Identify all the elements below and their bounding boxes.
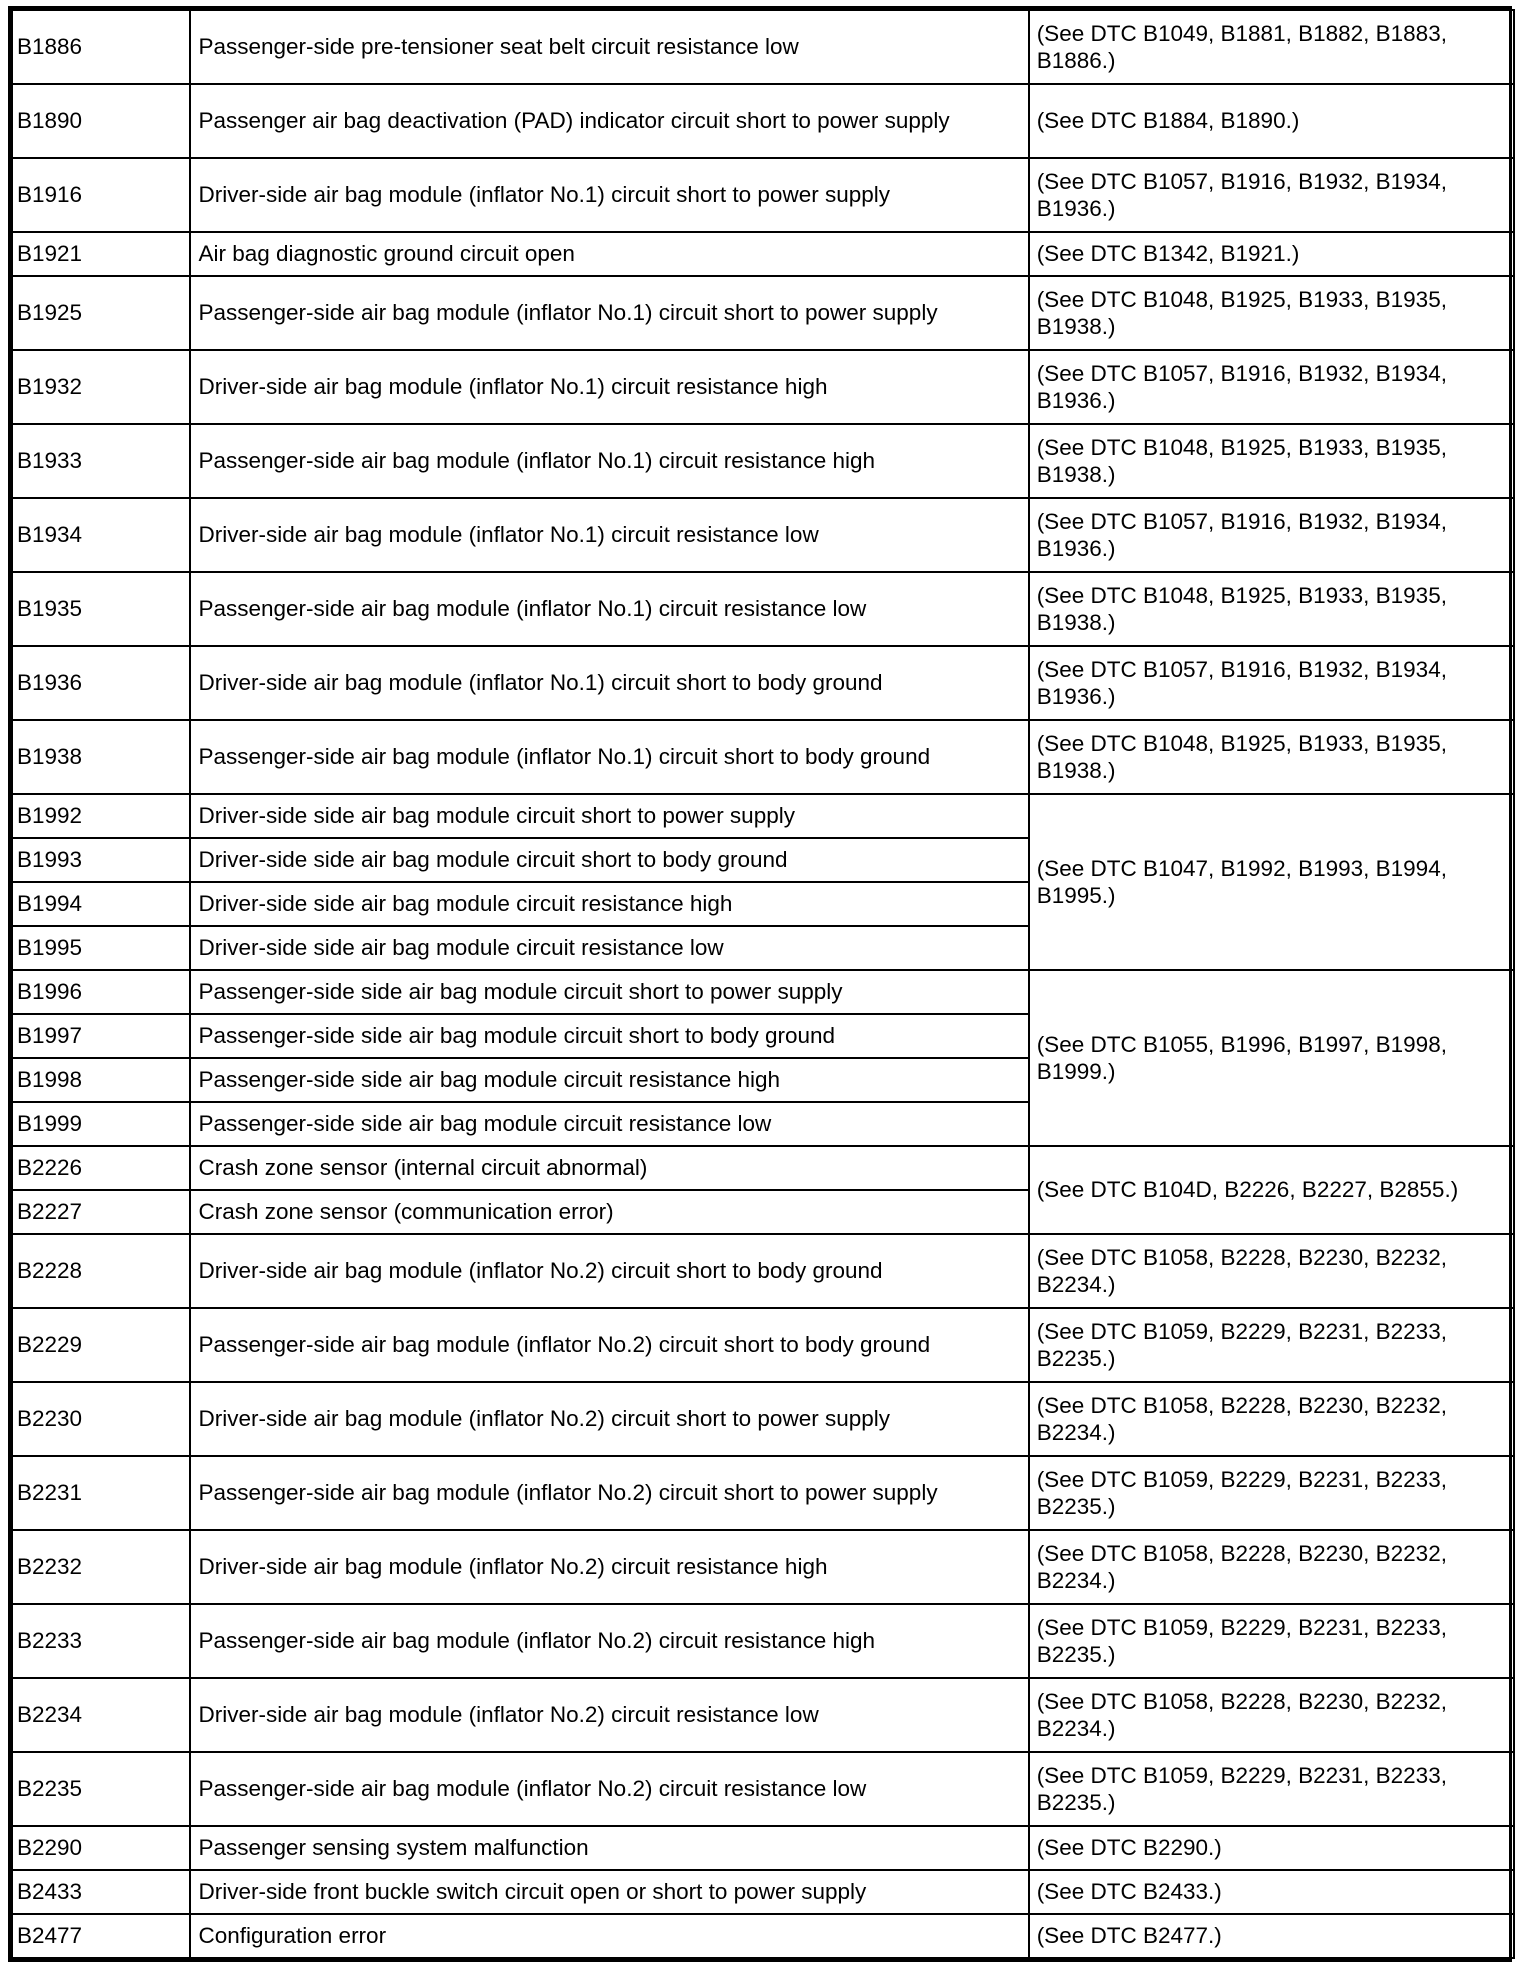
- table-row: [12, 1308, 1514, 1382]
- dtc-code-cell: B2227: [12, 1190, 190, 1234]
- dtc-description-cell: Passenger-side air bag module (inflator No.2) circuit resistance low: [190, 1752, 1028, 1826]
- table-row: [12, 232, 1514, 276]
- dtc-reference-cell: (See DTC B2290.): [1029, 1826, 1514, 1870]
- dtc-code-cell: B1925: [12, 276, 190, 350]
- dtc-code-cell: B1994: [12, 882, 190, 926]
- dtc-code-cell: B1993: [12, 838, 190, 882]
- dtc-reference-cell: (See DTC B1048, B1925, B1933, B1935, B1938.): [1029, 424, 1514, 498]
- dtc-description-cell: Driver-side air bag module (inflator No.1) circuit resistance low: [190, 498, 1028, 572]
- dtc-description-cell: Passenger-side air bag module (inflator No.2) circuit resistance high: [190, 1604, 1028, 1678]
- dtc-code-cell: B2433: [12, 1870, 190, 1914]
- dtc-reference-cell: (See DTC B2433.): [1029, 1870, 1514, 1914]
- dtc-description-cell: Driver-side side air bag module circuit short to power supply: [190, 794, 1028, 838]
- table-row: [12, 424, 1514, 498]
- dtc-description-cell: Driver-side air bag module (inflator No.2) circuit resistance low: [190, 1678, 1028, 1752]
- dtc-reference-cell: (See DTC B1058, B2228, B2230, B2232, B2234.): [1029, 1234, 1514, 1308]
- dtc-code-cell: B2230: [12, 1382, 190, 1456]
- dtc-reference-cell: (See DTC B1048, B1925, B1933, B1935, B1938.): [1029, 572, 1514, 646]
- dtc-description-cell: Driver-side air bag module (inflator No.2) circuit short to power supply: [190, 1382, 1028, 1456]
- table-row: [12, 1870, 1514, 1914]
- dtc-description-cell: Passenger-side air bag module (inflator No.1) circuit resistance high: [190, 424, 1028, 498]
- dtc-reference-cell: (See DTC B1055, B1996, B1997, B1998, B1999.): [1029, 970, 1514, 1146]
- table-row: [12, 572, 1514, 646]
- dtc-reference-cell: (See DTC B1059, B2229, B2231, B2233, B2235.): [1029, 1752, 1514, 1826]
- dtc-reference-cell: (See DTC B104D, B2226, B2227, B2855.): [1029, 1146, 1514, 1234]
- dtc-table: [11, 9, 1515, 1959]
- dtc-description-cell: Driver-side air bag module (inflator No.1) circuit short to power supply: [190, 158, 1028, 232]
- dtc-table-body: [12, 10, 1514, 1958]
- dtc-code-cell: B1997: [12, 1014, 190, 1058]
- table-row: [12, 646, 1514, 720]
- dtc-code-cell: B2228: [12, 1234, 190, 1308]
- dtc-description-cell: Passenger-side air bag module (inflator No.1) circuit resistance low: [190, 572, 1028, 646]
- dtc-code-cell: B1996: [12, 970, 190, 1014]
- dtc-reference-cell: (See DTC B1884, B1890.): [1029, 84, 1514, 158]
- table-row: [12, 1752, 1514, 1826]
- dtc-code-cell: B2229: [12, 1308, 190, 1382]
- dtc-reference-cell: (See DTC B1342, B1921.): [1029, 232, 1514, 276]
- dtc-code-cell: B1890: [12, 84, 190, 158]
- dtc-code-cell: B1998: [12, 1058, 190, 1102]
- dtc-description-cell: Passenger-side side air bag module circuit short to power supply: [190, 970, 1028, 1014]
- table-row: [12, 1456, 1514, 1530]
- table-row: [12, 720, 1514, 794]
- table-row: [12, 1146, 1514, 1190]
- table-row: [12, 1678, 1514, 1752]
- dtc-table-frame: [8, 6, 1512, 1962]
- dtc-description-cell: Passenger sensing system malfunction: [190, 1826, 1028, 1870]
- dtc-code-cell: B1992: [12, 794, 190, 838]
- table-row: [12, 1604, 1514, 1678]
- dtc-reference-cell: (See DTC B1048, B1925, B1933, B1935, B1938.): [1029, 276, 1514, 350]
- dtc-code-cell: B1933: [12, 424, 190, 498]
- dtc-code-cell: B1916: [12, 158, 190, 232]
- dtc-description-cell: Driver-side side air bag module circuit short to body ground: [190, 838, 1028, 882]
- dtc-description-cell: Driver-side side air bag module circuit resistance low: [190, 926, 1028, 970]
- table-row: [12, 10, 1514, 84]
- dtc-code-cell: B1935: [12, 572, 190, 646]
- dtc-reference-cell: (See DTC B1048, B1925, B1933, B1935, B1938.): [1029, 720, 1514, 794]
- dtc-reference-cell: (See DTC B2477.): [1029, 1914, 1514, 1958]
- dtc-description-cell: Configuration error: [190, 1914, 1028, 1958]
- table-row: [12, 970, 1514, 1014]
- table-row: [12, 1826, 1514, 1870]
- dtc-code-cell: B1995: [12, 926, 190, 970]
- table-row: [12, 1382, 1514, 1456]
- dtc-reference-cell: (See DTC B1057, B1916, B1932, B1934, B1936.): [1029, 646, 1514, 720]
- dtc-reference-cell: (See DTC B1058, B2228, B2230, B2232, B2234.): [1029, 1530, 1514, 1604]
- dtc-code-cell: B2232: [12, 1530, 190, 1604]
- dtc-code-cell: B1936: [12, 646, 190, 720]
- table-row: [12, 276, 1514, 350]
- dtc-code-cell: B2477: [12, 1914, 190, 1958]
- dtc-reference-cell: (See DTC B1047, B1992, B1993, B1994, B1995.): [1029, 794, 1514, 970]
- dtc-description-cell: Driver-side air bag module (inflator No.1) circuit resistance high: [190, 350, 1028, 424]
- dtc-description-cell: Passenger-side side air bag module circuit resistance low: [190, 1102, 1028, 1146]
- dtc-reference-cell: (See DTC B1059, B2229, B2231, B2233, B2235.): [1029, 1456, 1514, 1530]
- dtc-description-cell: Driver-side side air bag module circuit resistance high: [190, 882, 1028, 926]
- dtc-description-cell: Passenger-side pre-tensioner seat belt circuit resistance low: [190, 10, 1028, 84]
- table-row: [12, 1530, 1514, 1604]
- dtc-code-cell: B2235: [12, 1752, 190, 1826]
- dtc-reference-cell: (See DTC B1057, B1916, B1932, B1934, B1936.): [1029, 350, 1514, 424]
- dtc-code-cell: B1921: [12, 232, 190, 276]
- table-row: [12, 350, 1514, 424]
- dtc-description-cell: Driver-side air bag module (inflator No.2) circuit short to body ground: [190, 1234, 1028, 1308]
- dtc-code-cell: B2231: [12, 1456, 190, 1530]
- dtc-code-cell: B2290: [12, 1826, 190, 1870]
- table-row: [12, 158, 1514, 232]
- dtc-description-cell: Driver-side front buckle switch circuit open or short to power supply: [190, 1870, 1028, 1914]
- dtc-reference-cell: (See DTC B1049, B1881, B1882, B1883, B1886.): [1029, 10, 1514, 84]
- dtc-description-cell: Passenger air bag deactivation (PAD) indicator circuit short to power supply: [190, 84, 1028, 158]
- table-row: [12, 1914, 1514, 1958]
- dtc-reference-cell: (See DTC B1058, B2228, B2230, B2232, B2234.): [1029, 1678, 1514, 1752]
- dtc-reference-cell: (See DTC B1058, B2228, B2230, B2232, B2234.): [1029, 1382, 1514, 1456]
- dtc-description-cell: Passenger-side side air bag module circuit resistance high: [190, 1058, 1028, 1102]
- table-row: [12, 794, 1514, 838]
- table-row: [12, 84, 1514, 158]
- dtc-description-cell: Driver-side air bag module (inflator No.1) circuit short to body ground: [190, 646, 1028, 720]
- dtc-reference-cell: (See DTC B1059, B2229, B2231, B2233, B2235.): [1029, 1308, 1514, 1382]
- dtc-reference-cell: (See DTC B1057, B1916, B1932, B1934, B1936.): [1029, 158, 1514, 232]
- dtc-description-cell: Passenger-side side air bag module circuit short to body ground: [190, 1014, 1028, 1058]
- dtc-code-cell: B1938: [12, 720, 190, 794]
- dtc-code-cell: B1886: [12, 10, 190, 84]
- dtc-description-cell: Passenger-side air bag module (inflator No.2) circuit short to body ground: [190, 1308, 1028, 1382]
- dtc-code-cell: B2233: [12, 1604, 190, 1678]
- dtc-code-cell: B2226: [12, 1146, 190, 1190]
- dtc-description-cell: Crash zone sensor (communication error): [190, 1190, 1028, 1234]
- dtc-code-cell: B2234: [12, 1678, 190, 1752]
- dtc-reference-cell: (See DTC B1057, B1916, B1932, B1934, B1936.): [1029, 498, 1514, 572]
- dtc-description-cell: Crash zone sensor (internal circuit abnormal): [190, 1146, 1028, 1190]
- dtc-code-cell: B1934: [12, 498, 190, 572]
- dtc-description-cell: Passenger-side air bag module (inflator No.1) circuit short to body ground: [190, 720, 1028, 794]
- dtc-reference-cell: (See DTC B1059, B2229, B2231, B2233, B2235.): [1029, 1604, 1514, 1678]
- dtc-description-cell: Passenger-side air bag module (inflator No.2) circuit short to power supply: [190, 1456, 1028, 1530]
- dtc-code-cell: B1999: [12, 1102, 190, 1146]
- dtc-description-cell: Air bag diagnostic ground circuit open: [190, 232, 1028, 276]
- dtc-code-cell: B1932: [12, 350, 190, 424]
- table-row: [12, 498, 1514, 572]
- dtc-description-cell: Driver-side air bag module (inflator No.2) circuit resistance high: [190, 1530, 1028, 1604]
- dtc-description-cell: Passenger-side air bag module (inflator No.1) circuit short to power supply: [190, 276, 1028, 350]
- table-row: [12, 1234, 1514, 1308]
